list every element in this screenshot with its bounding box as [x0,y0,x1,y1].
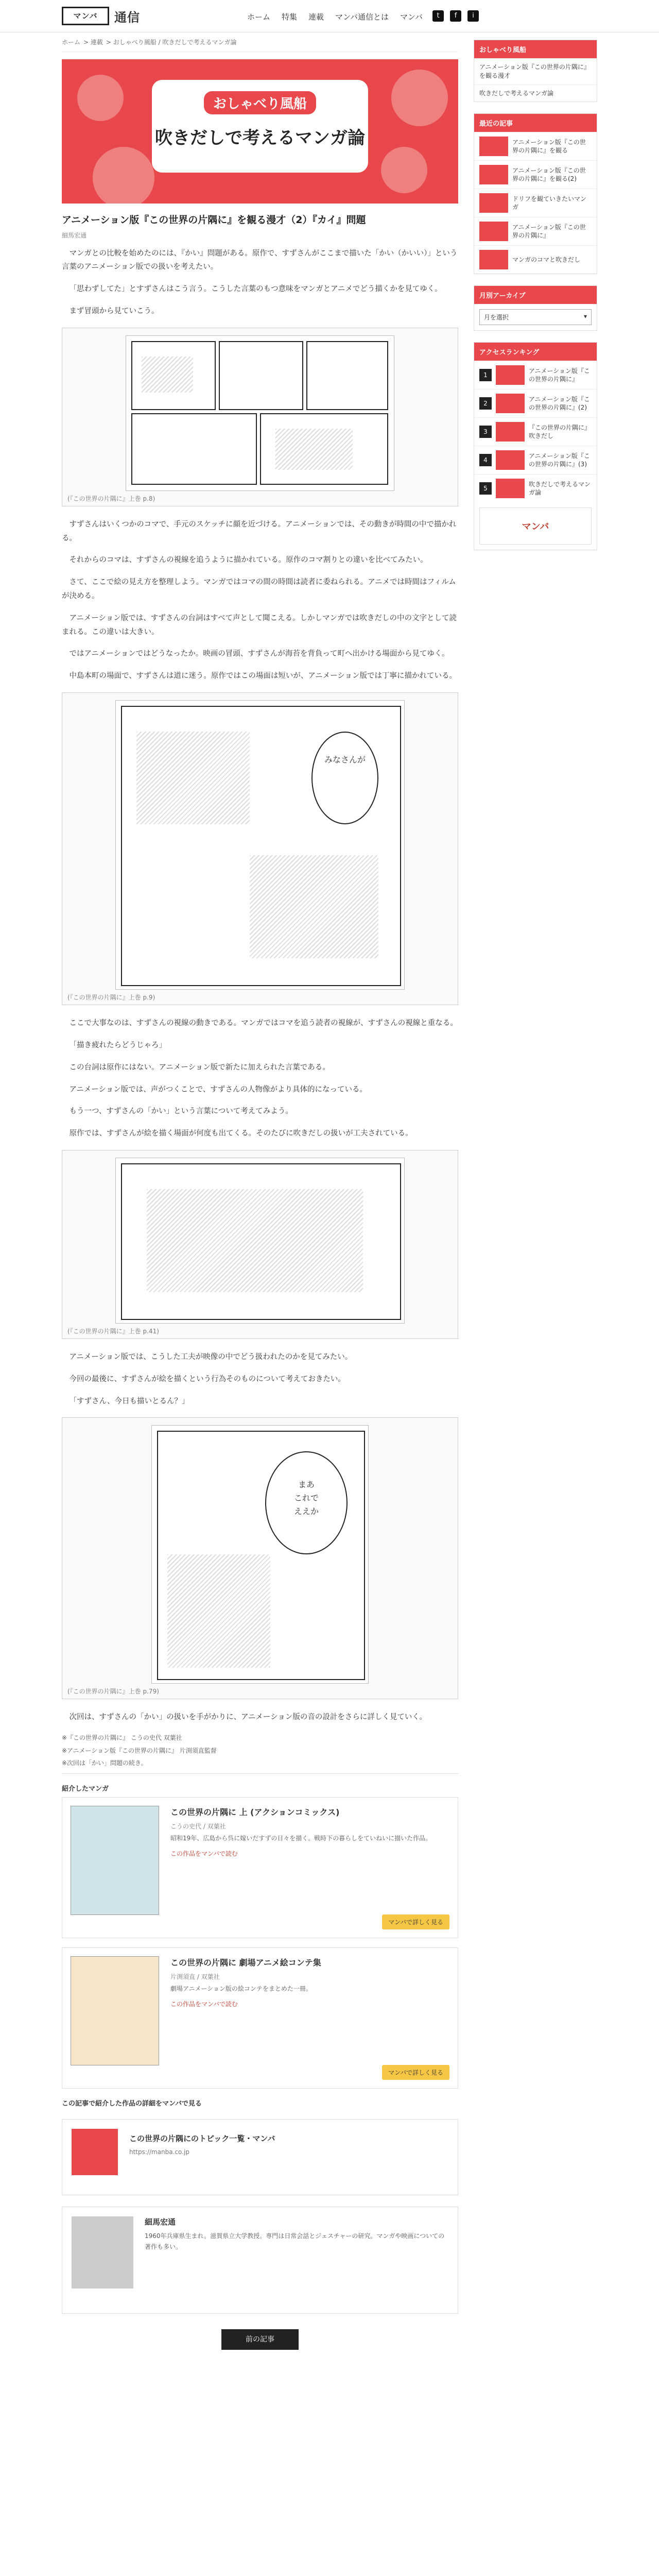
book-body [170,1956,449,2008]
sidebar-recent-box [474,113,597,274]
speech-bubble: まあ これで ええか [265,1451,348,1554]
footnote: ※アニメーション版『この世界の片隅に』 片渕須直監督 [62,1747,217,1754]
manga-figure [62,692,458,1005]
global-nav [247,11,423,22]
archive-select-value: 月を選択 [484,314,509,321]
breadcrumb-series[interactable]: 連載 [90,39,103,46]
book-card[interactable] [62,1947,458,2089]
thumbnail [479,250,508,269]
manga-panel-image [115,700,405,990]
book-cover[interactable] [71,1956,159,2065]
paragraph: すずさんはいくつかのコマで、手元のスケッチに顔を近づける。アニメーションでは、その動きが時間の中で描かれる。 [62,520,457,543]
footnote: ※次回は「かい」問題の続き。 [62,1759,147,1767]
footnote: ※『この世界の片隅に』 こうの史代 双葉社 [62,1734,182,1742]
manba-link-url: https://manba.co.jp [129,2148,189,2156]
thumbnail [479,165,508,184]
book-body [170,1806,449,1857]
thumbnail [496,394,525,413]
sidebar-item-label: アニメーション版『この世界の片隅に』を観る漫才 [479,63,590,79]
sidebar-item[interactable] [474,189,597,217]
sidebar-archive-box [474,285,597,331]
rank-number: 4 [479,454,492,466]
manga-panel-image [151,1425,369,1684]
logo-mark: マンバ [62,7,109,25]
instagram-icon[interactable]: i [467,10,479,22]
ranking-item[interactable] [474,361,597,389]
paragraph: 次回は、すずさんの「かい」の扱いを手がかりに、アニメーション版の音の設計をさらに詳しく見ていく。 [69,1713,427,1722]
paragraph: 中島本町の場面で、すずさんは道に迷う。原作ではこの場面は短いが、アニメーション版では丁寧に描かれている。 [69,672,457,681]
book-meta: こうの史代 / 双葉社 [170,1823,226,1831]
paragraph: それからのコマは、すずさんの視線を追うように描かれている。原作のコマ割りとの違いを比べてみたい。 [69,556,428,565]
sidebar-heading: アクセスランキング [474,343,597,361]
author-name: 細馬宏通 [145,2217,176,2227]
sidebar [474,32,597,562]
nav-item-series[interactable]: 連載 [308,12,324,22]
book-link[interactable]: この作品をマンバで読む [170,2000,238,2008]
paragraph: この台詞は原作にはない。アニメーション版で新たに加えられた言葉である。 [69,1063,330,1072]
ranking-label: アニメーション版『この世界の片隅に』(2) [529,395,590,412]
sidebar-item[interactable] [474,84,597,102]
logo-sub: 通信 [114,10,140,25]
sidebar-item-label: マンガのコマと吹きだし [512,256,581,263]
book-card[interactable] [62,1797,458,1938]
facebook-icon[interactable]: f [450,10,461,22]
paragraph: まず冒頭から見ていこう。 [69,307,159,315]
related-works [62,1773,458,2350]
ranking-label: アニメーション版『この世界の片隅に』(3) [529,452,590,468]
book-detail-button[interactable]: マンバで詳しく見る [382,2065,449,2080]
nav-item-about[interactable]: マンバ通信とは [335,12,389,22]
paragraph: アニメーション版では、すずさんの台詞はすべて声として聞こえる。しかしマンガでは吹きだしの中の文字として読まれる。この違いは大きい。 [62,614,457,636]
sidebar-item[interactable] [474,132,597,160]
manba-logo [72,2129,118,2175]
figure-caption: (『この世界の片隅に』上巻 p.8) [67,495,155,502]
hero-badge: おしゃべり風船 [204,91,316,114]
paragraph: ここで大事なのは、すずさんの視線の動きである。マンガではコマを追う読者の視線が、すずさんの視線と重なる。 [69,1019,458,1028]
manba-link-card[interactable] [62,2119,458,2195]
paragraph: 原作では、すずさんが絵を描く場面が何度も出てくる。そのたびに吹きだしの扱いが工夫されている。 [69,1129,413,1138]
thumbnail [496,422,525,442]
sidebar-item-label: 吹きだしで考えるマンガ論 [479,89,554,97]
paragraph: 「すずさん、今日も描いとるん？」 [69,1397,189,1405]
ranking-label: 『この世界の片隅に』吹きだし [529,423,591,440]
paragraph: ではアニメーションではどうなったか。映画の冒頭、すずさんが海苔を背負って町へ出かける場面から見てゆく。 [69,650,449,658]
rank-number: 3 [479,426,492,438]
site-logo[interactable] [62,7,140,25]
book-cover[interactable] [71,1806,159,1915]
archive-select[interactable] [479,309,592,325]
book-meta: 片渕須直 / 双葉社 [170,1973,220,1981]
ranking-label: アニメーション版『この世界の片隅に』 [529,367,590,383]
chevron-down-icon: ▾ [583,313,587,320]
paragraph: 「描き疲れたらどうじゃろ」 [69,1041,166,1049]
hero-caption [152,80,368,173]
nav-item-feature[interactable]: 特集 [282,12,298,22]
sidebar-item[interactable] [474,245,597,274]
ranking-item[interactable] [474,446,597,474]
nav-item-manba[interactable]: マンバ [400,12,423,22]
thumbnail [479,193,508,213]
thumbnail [496,450,525,470]
thumbnail [496,479,525,498]
ranking-label: 吹きだしで考えるマンガ論 [529,480,591,497]
thumbnail [479,137,508,156]
paragraph: マンガとの比較を始めたのには、『かい』問題がある。原作で、すずさんがここまで描いた「かい（かいい）」という言葉のアニメーション版での扱いを考えたい。 [62,249,458,272]
paragraph: 今回の最後に、すずさんが絵を描くという行為そのものについて考えておきたい。 [69,1375,345,1383]
figure-caption: (『この世界の片隅に』上巻 p.41) [67,1327,159,1335]
book-link[interactable]: この作品をマンバで読む [170,1850,238,1857]
sidebar-item-label: アニメーション版『この世界の片隅に』 [512,223,586,240]
ranking-item[interactable] [474,389,597,417]
paragraph: アニメーション版では、こうした工夫が映像の中でどう扱われたのかを見てみたい。 [69,1352,353,1361]
sidebar-heading: 最近の記事 [474,114,597,132]
site-header [0,0,659,32]
rank-number: 5 [479,482,492,495]
sidebar-heading: 月別アーカイブ [474,286,597,304]
hero-banner [62,59,458,204]
article-byline: 細馬宏通 [62,231,87,239]
sidebar-ad-banner[interactable]: マンバ [479,507,592,545]
breadcrumb-home[interactable]: ホーム [62,39,81,46]
thumbnail [479,222,508,241]
paragraph: アニメーション版では、声がつくことで、すずさんの人物像がより具体的になっている。 [69,1085,368,1094]
rank-number: 2 [479,397,492,410]
author-avatar [72,2216,133,2289]
manba-link-title[interactable]: この世界の片隅にのトピック一覧・マンバ [129,2134,275,2144]
book-title[interactable]: この世界の片隅に 上 (アクションコミックス) [170,1807,340,1818]
figure-caption: (『この世界の片隅に』上巻 p.9) [67,994,155,1002]
article-title: アニメーション版『この世界の片隅に』を観る漫才（2）『カイ』問題 [62,214,366,226]
author-box [62,2207,458,2314]
book-title[interactable]: この世界の片隅に 劇場アニメ絵コンテ集 [170,1958,321,1968]
sidebar-item-label: ドリフを観ていきたいマンガ [512,195,587,211]
manba-heading: この記事で紹介した作品の詳細をマンバで見る [62,2100,202,2108]
speech-bubble: みなさんが [311,732,378,824]
paragraph: もう一つ、すずさんの「かい」という言葉について考えてみよう。 [69,1107,293,1116]
author-bio: 1960年兵庫県生まれ。滋賀県立大学教授。専門は日常会話とジェスチャーの研究。マンガや映画についての著作も多い。 [145,2232,445,2250]
book-desc: 劇場アニメーション版の絵コンテをまとめた一冊。 [170,1985,312,1993]
sidebar-item[interactable] [474,217,597,245]
sidebar-item-label: アニメーション版『この世界の片隅に』を観る(2) [512,166,586,183]
paragraph: 「思わずしてた」とすずさんはこう言う。こうした言葉のもつ意味をマンガとアニメでどう描くかを見てゆく。 [69,285,442,294]
manga-panel-image [126,335,394,491]
breadcrumb-current: おしゃべり風船 / 吹きだしで考えるマンガ論 [113,39,237,46]
sidebar-series-box [474,40,597,102]
related-heading: 紹介したマンガ [62,1785,109,1793]
thumbnail [496,365,525,385]
sidebar-item-label: アニメーション版『この世界の片隅に』を観る [512,138,586,155]
manga-figure [62,328,458,506]
book-detail-button[interactable]: マンバで詳しく見る [382,1914,449,1929]
main-content [62,32,458,2350]
ranking-item[interactable] [474,474,597,502]
rank-number: 1 [479,369,492,381]
sns-links [432,10,479,22]
sidebar-ranking-box [474,342,597,550]
paragraph: さて、ここで絵の見え方を整理しよう。マンガではコマの間の時間は読者に委ねられる。アニメでは時間はフィルムが決める。 [62,578,456,600]
manga-figure [62,1417,458,1699]
sidebar-item[interactable] [474,160,597,189]
twitter-icon[interactable]: t [432,10,444,22]
prev-article-button[interactable]: 前の記事 [221,2329,299,2350]
book-desc: 昭和19年、広島から呉に嫁いだすずの日々を描く。戦時下の暮らしをていねいに描いた作品。 [170,1835,432,1842]
manga-panel-image [115,1158,405,1324]
nav-item-home[interactable]: ホーム [247,12,271,22]
sidebar-heading: おしゃべり風船 [474,40,597,58]
ranking-item[interactable] [474,417,597,446]
figure-caption: (『この世界の片隅に』上巻 p.79) [67,1688,159,1696]
manga-figure [62,1150,458,1339]
hero-title: 吹きだしで考えるマンガ論 [155,128,365,148]
sidebar-item[interactable] [474,58,597,84]
breadcrumb: ホーム > 連載 > おしゃべり風船 / 吹きだしで考えるマンガ論 [62,32,458,52]
